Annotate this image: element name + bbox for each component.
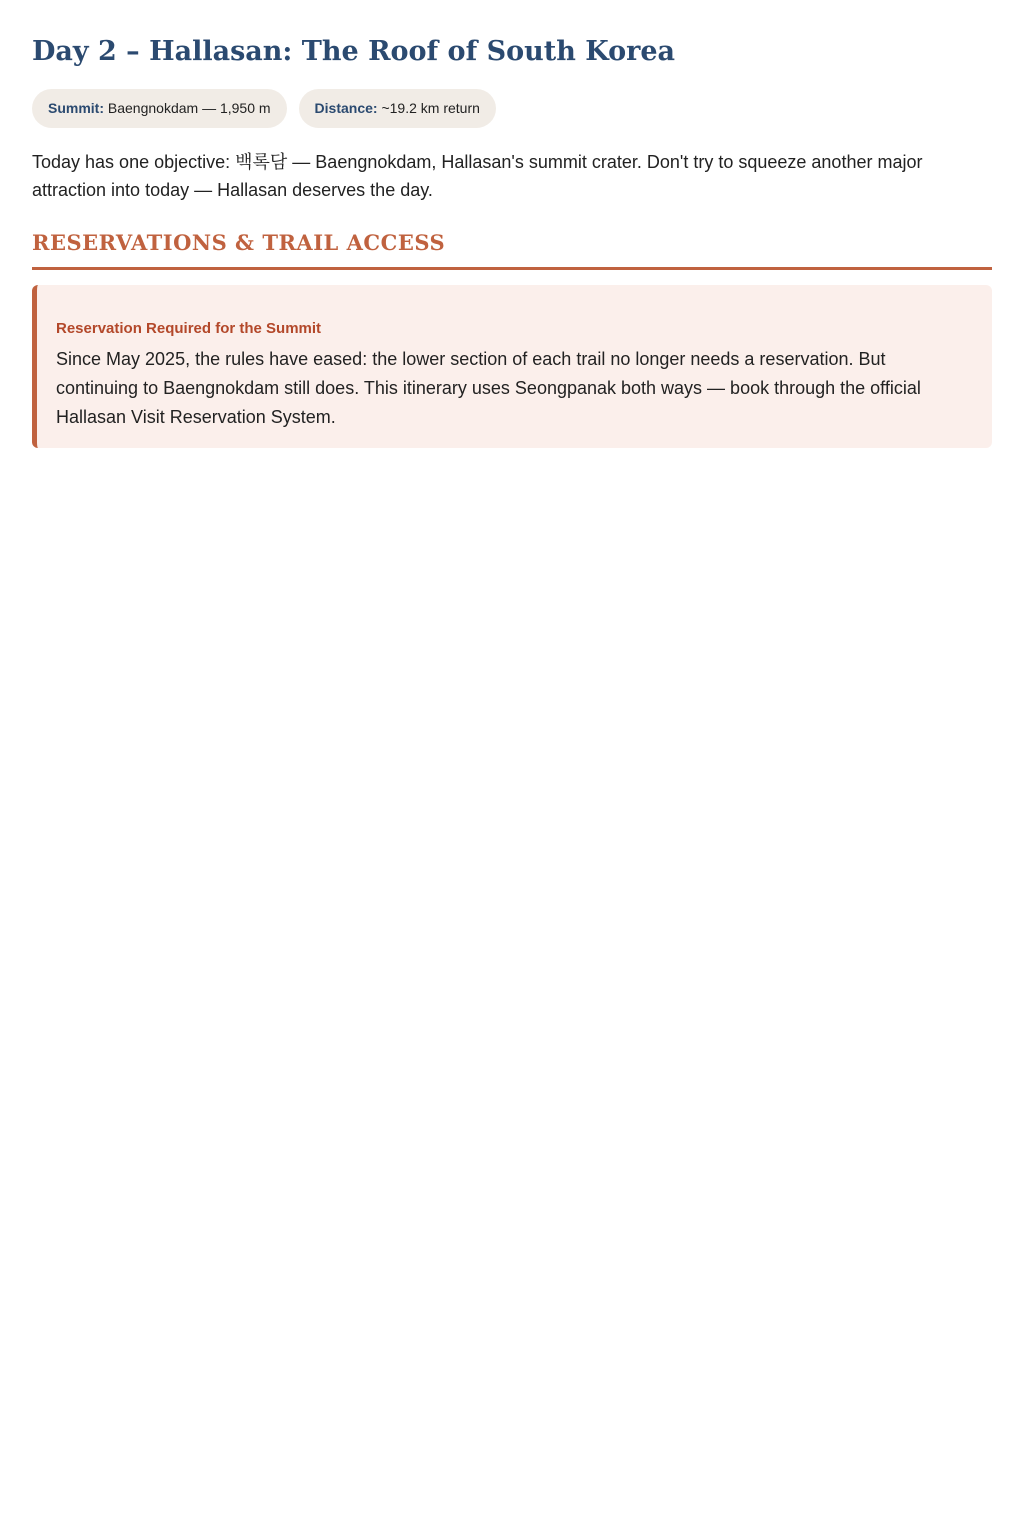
distance-chip-value: ~19.2 km return — [381, 100, 480, 116]
summit-chip — [32, 89, 287, 128]
section-heading-reservations: RESERVATIONS & TRAIL ACCESS — [32, 228, 992, 270]
distance-chip — [299, 89, 496, 128]
distance-chip-label: Distance: — [314, 100, 378, 116]
callout-body: Since May 2025, the rules have eased: the lower section of each trail no longer needs a reservation. But continuing to Baengnokdam still does. This itinerary uses Seongpanak both ways — book through the official Hallasan Visit Reservation System. — [56, 349, 921, 427]
summit-chip-label: Summit: — [48, 100, 104, 116]
itinerary-page — [0, 0, 1024, 448]
intro-paragraph: Today has one objective: 백록담 — Baengnokdam, Hallasan's summit crater. Don't try to squeeze another major attraction into today — Hallasan deserves the day. — [32, 152, 923, 200]
page-title: Day 2 – Hallasan: The Roof of South Korea — [32, 36, 676, 67]
reservation-callout — [32, 285, 992, 448]
stat-chips — [32, 89, 992, 128]
summit-chip-value: Baengnokdam — 1,950 m — [107, 100, 271, 116]
callout-title: Reservation Required for the Summit — [56, 320, 322, 337]
